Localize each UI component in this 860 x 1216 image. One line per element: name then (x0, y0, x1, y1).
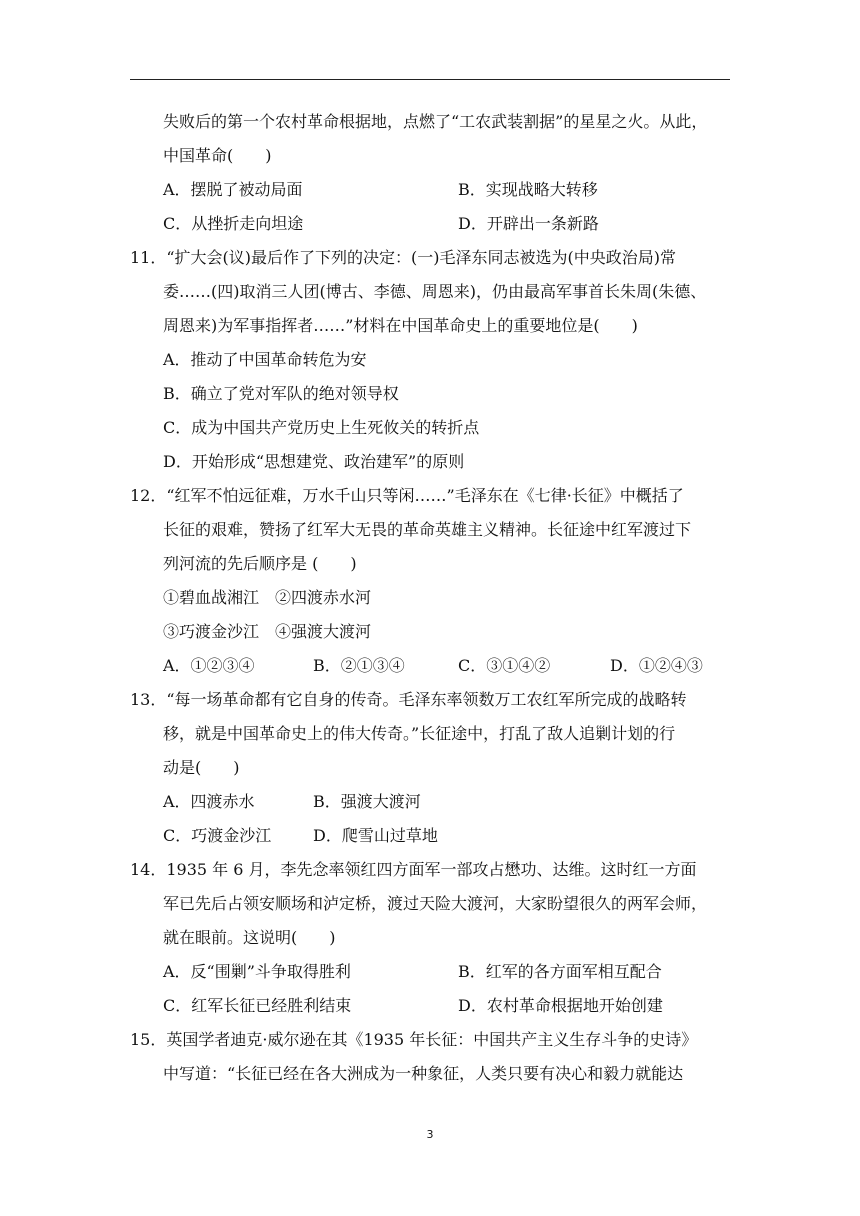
question-12-items-1: ①碧血战湘江 ②四渡赤水河 (163, 588, 372, 607)
question-10-option-a: A．摆脱了被动局面 (163, 180, 303, 199)
question-14-line-1: 14．1935 年 6 月，李先念率领红四方面军一部攻占懋功、达维。这时红一方面 (130, 860, 697, 879)
question-10-option-d: D．开辟出一条新路 (458, 214, 599, 233)
question-12-line-1: 12．“红军不怕远征难，万水千山只等闲……”毛泽东在《七律·长征》中概括了 (130, 486, 684, 505)
question-14-option-b: B．红军的各方面军相互配合 (458, 962, 662, 981)
question-11-line-1: 11．“扩大会(议)最后作了下列的决定：(一)毛泽东同志被选为(中央政治局)常 (130, 248, 676, 267)
question-13-option-b: B．强渡大渡河 (313, 792, 421, 811)
question-10-option-b: B．实现战略大转移 (458, 180, 598, 199)
question-14-option-c: C．红军长征已经胜利结束 (163, 996, 352, 1015)
question-15-line-1: 15．英国学者迪克·威尔逊在其《1935 年长征：中国共产主义生存斗争的史诗》 (130, 1030, 698, 1049)
page-number: 3 (426, 1128, 434, 1141)
question-14-line-2: 军已先后占领安顺场和泸定桥，渡过天险大渡河，大家盼望很久的两军会师， (163, 894, 708, 913)
question-11-option-d: D．开始形成“思想建党、政治建军”的原则 (163, 452, 465, 471)
question-15-line-2: 中写道：“长征已经在各大洲成为一种象征，人类只要有决心和毅力就能达 (163, 1064, 684, 1083)
question-12-option-d: D．①②④③ (610, 656, 703, 675)
question-10-line-2: 中国革命( ) (163, 146, 272, 165)
question-10-line-1: 失败后的第一个农村革命根据地，点燃了“工农武装割据”的星星之火。从此， (163, 112, 708, 131)
question-12-line-2: 长征的艰难，赞扬了红军大无畏的革命英雄主义精神。长征途中红军渡过下 (163, 520, 692, 539)
question-13-line-1: 13．“每一场革命都有它自身的传奇。毛泽东率领数万工农红军所完成的战略转 (130, 690, 687, 709)
question-11-line-3: 周恩来)为军事指挥者……”材料在中国革命史上的重要地位是( ) (163, 316, 638, 335)
question-11-line-2: 委……(四)取消三人团(博古、李德、周恩来)，仍由最高军事首长朱周(朱德、 (163, 282, 707, 301)
question-11-option-c: C．成为中国共产党历史上生死攸关的转折点 (163, 418, 480, 437)
header-rule (130, 79, 730, 80)
question-11-option-a: A．推动了中国革命转危为安 (163, 350, 367, 369)
question-14-option-d: D．农村革命根据地开始创建 (458, 996, 663, 1015)
question-13-line-2: 移，就是中国革命史上的伟大传奇。”长征途中，打乱了敌人追剿计划的行 (163, 724, 676, 743)
question-12-option-c: C．③①④② (458, 656, 551, 675)
question-14-option-a: A．反“围剿”斗争取得胜利 (163, 962, 351, 981)
question-11-option-b: B．确立了党对军队的绝对领导权 (163, 384, 399, 403)
question-13-option-a: A．四渡赤水 (163, 792, 255, 811)
question-13-option-c: C．巧渡金沙江 (163, 826, 272, 845)
question-10-option-c: C．从挫折走向坦途 (163, 214, 304, 233)
question-14-line-3: 就在眼前。这说明( ) (163, 928, 336, 947)
question-12-line-3: 列河流的先后顺序是 ( ) (163, 554, 357, 573)
question-13-line-3: 动是( ) (163, 758, 240, 777)
question-12-option-a: A．①②③④ (163, 656, 255, 675)
question-12-option-b: B．②①③④ (313, 656, 405, 675)
question-13-option-d: D．爬雪山过草地 (313, 826, 438, 845)
question-12-items-2: ③巧渡金沙江 ④强渡大渡河 (163, 622, 372, 641)
